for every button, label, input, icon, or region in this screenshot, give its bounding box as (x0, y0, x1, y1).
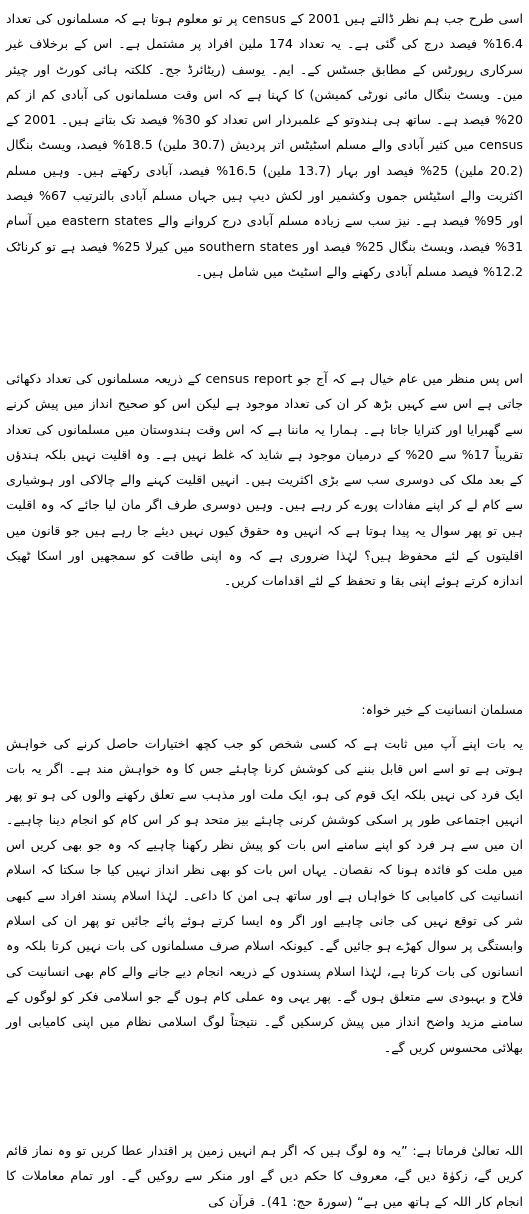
section-heading: مسلمان انسانیت کے خیر خواہ: (361, 702, 523, 717)
paragraph-quran-quote: اللہ تعالیٰ فرماتا ہے: ”یہ وہ لوگ ہیں کہ اگر ہم انہیں زمین پر اقتدار عطا کریں تو وہ نماز قائم کریں گے، زکوٰۃ دیں گے، معروف کا حکم دیں گے اور منکر سے روکیں گے۔ اور تمام معاملات کا انجام کار اللہ کے ہاتھ میں ہے“ (سورۃ حج: 41)۔ قرآن کی (6, 1143, 523, 1209)
paragraph-well-wishers: یہ بات اپنے آپ میں ثابت ہے کہ کسی شخص کو جب کچھ اختیارات حاصل کرنے کی خواہش ہوتی ہے تو اسے اس قابل بننے کی کوشش کرنا چاہئے جس کا وہ خواہش مند ہے۔ اگر یہ بات ایک فرد کی نہیں بلکہ ایک قوم کی ہو، ایک ملت اور مذہب سے تعلق رکھنے والوں کی ہو تو پھر انہیں اجتماعی طور پر اسکی کوشش کرنی چاہئے بیز متحد ہو کر اس کام کو انجام دینا چاہیے۔ ان میں سے ہر فرد کو اپنے سامنے اس بات کو پیش نظر رکھنا چاہیے کہ وہ جو بھی کریں اس میں ملت کو فائدہ ہونا کہ نقصان۔ یہاں اس بات کو بھی نظر انداز نہیں کیا جا سکتا کہ اسلام انسانیت کی کامیابی کا خواہاں ہے اور ساتھ ہی امن کا داعی۔ لہٰذا اسلام پسند افراد سے کبھی شر کی توقع نہیں کی جانی چاہیے اور اگر وہ ایسا کرتے ہوئے پائے جائیں تو پھر ان کی اسلام وابستگی پر سوال کھڑے ہو جائیں گے۔ کیونکہ اسلام صرف مسلمانوں کی بات نہیں کرتا بلکہ وہ انسانوں کی بات کرتا ہے، لہٰذا اسلام پسندوں کے ذریعہ انجام دیے جانے والے کام بھی انسانیت کی فلاح و بہبودی سے متعلق ہوں گے۔ پھر یہی وہ عملی کام ہوں گے جو اسلامی فکر کو لوگوں کے سامنے مزید واضح انداز میں پیش کرسکیں گے۔ نتیجتاً لوگ اسلامی نظام میں اپنی کامیابی اور بھلائی محسوس کریں گے۔ (6, 736, 523, 1055)
paragraph-census-report: اس پس منظر میں عام خیال ہے کہ آج جو census report کے ذریعہ مسلمانوں کی تعداد دکھائی جاتی ہے اس سے کہیں بڑھ کر ان کی تعداد موجود ہے لیکن اس کو صحیح انداز میں پیش کرنے سے گھبرایا اور کترایا جاتا ہے۔ ہمارا یہ ماننا ہے کہ اس وقت ہندوستان میں مسلمانوں کی تعداد تقریباً 17% سے 20% کے درمیان موجود ہے شاید کہ غلط نہیں ہے۔ وہ اقلیت نہیں بلکہ ہندؤں کے بعد ملک کی دوسری سب سے بڑی اکثریت ہیں۔ انہیں اقلیت کہنے والے چالاکی اور ہوشیاری سے کام لے کر اپنے مفادات پورے کر رہے ہیں۔ وہیں دوسری طرف اگر مان لیا جائے کہ وہ اقلیت ہیں تو پھر سوال یہ پیدا ہوتا ہے کہ انہیں وہ حقوق کیوں نہیں دیئے جا رہے ہیں جو قانون میں اقلیتوں کے لئے محفوظ ہیں؟ لہٰذا ضروری ہے کہ وہ اپنی طاقت کو سمجھیں اور اسکا ٹھیک اندازہ کرتے ہوئے اپنی بقا و تحفظ کے لئے اقدامات کریں۔ (6, 371, 523, 589)
paragraph-census-2001: اسی طرح جب ہم نظر ڈالتے ہیں 2001 کے census پر تو معلوم ہوتا ہے کہ مسلمانوں کی تعداد 16.4% فیصد درج کی گئی ہے۔ یہ تعداد 174 ملین افراد پر مشتمل ہے۔ اس کے برخلاف غیر سرکاری رپورٹس کے مطابق جسٹس کے۔ ایم۔ یوسف (ریٹائرڈ جج۔ کلکتہ ہائی کورٹ اور چیئر مین۔ ویسٹ بنگال مائی نورٹی کمیشن) کا کہنا ہے کہ اس وقت مسلمانوں کی آبادی کم از کم 20% فیصد ہے۔ ساتھ ہی ہندوتو کے علمبردار اس تعداد کو 30% فیصد تک بتاتے ہیں۔ 2001 کے census میں کثیر آبادی والے مسلم اسٹیٹس اتر پردیش (30.7 ملین) 18.5% فیصد، ویسٹ بنگال (20.2 ملین) 25% فیصد اور بہار (13.7 ملین) 16.5% فیصد، آبادی رکھتے ہیں۔ وہیں مسلم اکثریت والے اسٹیٹس جموں وکشمیر اور لکش دیپ ہیں جہاں مسلم آبادی بالترتیب 67% فیصد اور 95% فیصد ہے۔ نیز سب سے زیادہ مسلم آبادی درج کروانے والے eastern states میں آسام 31% فیصد، ویسٹ بنگال 25% فیصد اور southern states میں کیرلا 25% فیصد ہے تو کرناٹک 12.2% فیصد مسلم آبادی رکھنے والے اسٹیٹ میں شامل ہیں۔ (6, 11, 524, 279)
